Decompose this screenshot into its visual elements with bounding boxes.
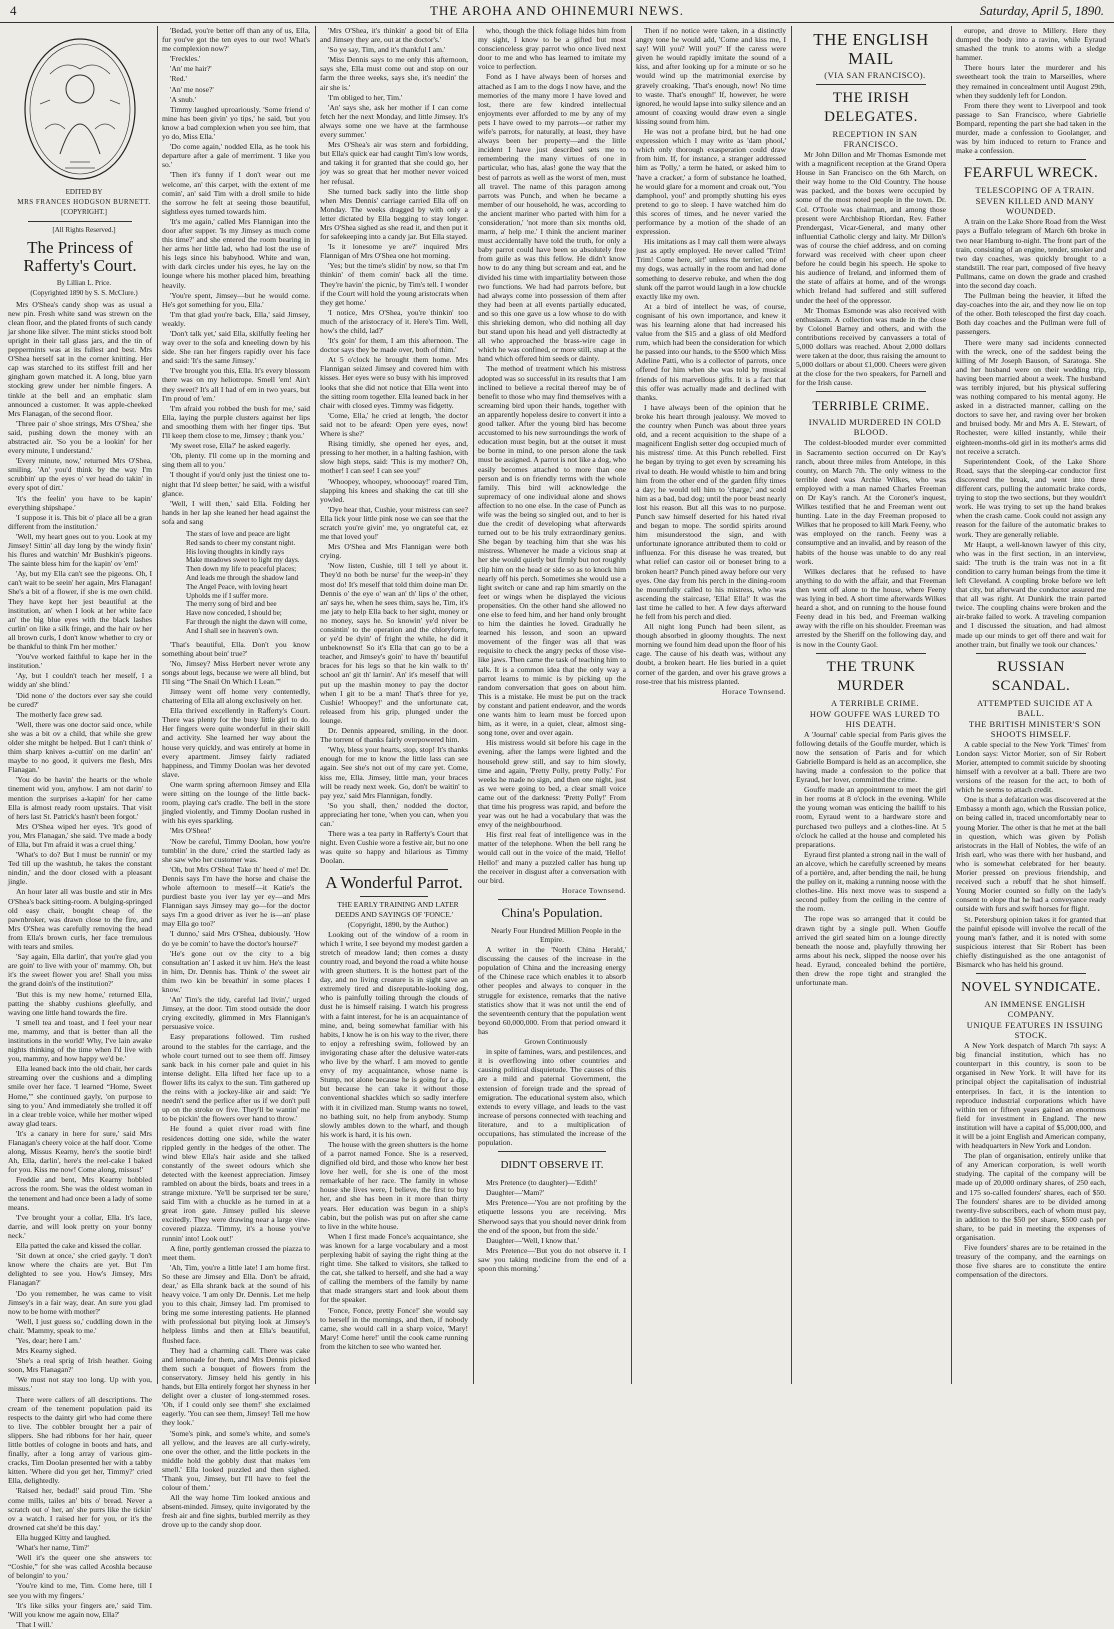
trunk-sub-2: HOW GOUFFE WAS LURED TO HIS DEATH. [809, 708, 941, 729]
divider [976, 653, 1086, 654]
irish-title: THE IRISH DELEGATES. [824, 90, 918, 125]
column-5 [636, 26, 786, 1384]
parrot-copyright: (Copyright, 1890, by the Author.) [347, 919, 449, 929]
paragraph: 'So you shall, then,' nodded the doctor, appreciating her tone, 'when you can, when you can.' [320, 800, 468, 828]
paragraph: 'Sit down at once,' she cried gayly. 'I don't know where the chairs are yet. But I'm delighted to see you. How's Jimsey, Mrs Flanagan?' [8, 1251, 152, 1288]
paragraph: There was a tea party in Rafferty's Court that night. Even Cushie wore a festive air, but no one was quite so happy and hilarious as Timmy Doolan. [320, 829, 468, 866]
poem-line: The Angel Peace, with loving heart [186, 582, 288, 591]
paragraph: 'So ye say, Tim, and it's thankful I am.' [328, 45, 446, 55]
paragraph: Mrs O'Shea's candy shop was as usual a new pin. Fresh white sand was strewn on the clean floor, and the plated fronts of such candy jar shone like silver. The mint sticks stood bolt upright in their tall glass jars, and the tin of peppermints was at its fullest and best. Mrs O'Shea herself sat in the corner knitting. Her cap was starched to its stiffest frill and her gingham gown matched it. A long, blue yarn stocking grew under her nimble fingers. A tinkle at the bell and an emphatic slam announced a customer. It was apple-cheeked Mrs Flanagan, of the second floor. [8, 299, 152, 418]
paragraph: Mr John Dillon and Mr Thomas Esmonde met with a magnificent reception at the Grand Opera House in San Francisco on the 6th March, on their way home to the Old Country. The house was packed, and the boxes were occupied by some of the most noted people in the town. Dr. Col. O'Toole was chairman, and among those present were Archbishop Riordan, Rev. Father Prendergast, Vicar-General, and many other influential Catholic clergy and laity. Mr Dillon's was of course the chief address, and on coming forward was received with cheer upon cheer before he could begin his speech. He spoke to his audience of Ireland, and informed them of the state of affairs at home, and of the wrongs which Ireland had suffered and still suffered under the heel of the oppressor. [796, 150, 946, 305]
story-title: The Princess of Rafferty's Court. [23, 238, 137, 276]
paragraph: 'Did none o' the doctors ever say she could be cured?' [8, 690, 152, 709]
paragraph: 'Why, bless your hearts, stop, stop! It's thanks enough for me to know the little lass can see again. See she's not out of my care yet. Come, kiss me, Ella. Jimsey, little man, your braces will be ready next week. Go, don't be waitin' to pay yez,' said Mrs Flannigan, fondly. [320, 745, 468, 800]
paragraph: Daughter—'Well, I know that.' [486, 1235, 580, 1245]
copyright-note: [COPYRIGHT.] [61, 208, 107, 217]
paragraph: One warm spring afternoon Jimsey and Ella were sitting on the lounge of the little back-room, playing cat's cradle. The bell in the store jingled violently, and Timmy Doolan rushed in with his eyes sparkling. [162, 779, 310, 826]
paragraph: 'Red.' [170, 74, 187, 84]
paragraph: in spite of famines, wars, and pestilences, and it is overflowing into other countries and causing political disquietude. The causes of this are a mild and paternal Government, the extension of foreign trade and the spread of emigration. The educational system also, which extends to every village, and leads to the vast increase of persons connected with teaching and literature, and to a multiplication of occupations, has stimulated the increase of the population. [478, 1047, 626, 1148]
paragraph: They had a charming call. There was cake and lemonade for them, and Mrs Dennis picked them such a bouquet of flowers from the conservatory. Jimsey held his gently in his hands, but Ella entirely forgot her shyness in her delight over a cluster of long-stemmed roses. 'Oh, if I could only see them!' she exclaimed eagerly. 'You can see them, Jimsey! Tell me how they look.' [162, 1345, 310, 1428]
paragraph: 'An' says she, ask her mother if I can come fetch her the next Monday, and little Jimsey. It's always some one we have at the farmhouse every summer.' [320, 102, 468, 140]
russian-sub: ATTEMPTED SUICIDE AT A BALL. [977, 697, 1093, 718]
divider [28, 221, 132, 222]
paragraph: 'Bedad, you're better off than any of us, Ella, fur you've got the ten eyes to our two! What's me complexion now?' [162, 26, 310, 54]
editor-name: MRS FRANCES HODGSON BURNETT. [17, 198, 151, 207]
paragraph: Mrs O'Shea and Mrs Flannigan were both crying. [320, 542, 468, 561]
paragraph: 'Then it's funny if I don't wear out me welcome, an' this carpet, with the extent of me comin', an' said Tim with a droll smile to hide the sorrow he felt at seeing those beautiful, sightless eyes turned towards him. [162, 170, 310, 216]
divider [976, 159, 1086, 160]
paragraph: He found a quiet river road with fine residences dotting one side, while the water rippled gently in the hedges of the other. The wind blew Ella's hair aside and she talked constantly of the sweet odours which she detected with the keenest appreciation. Jimsey rambled on about the birds, boats and trees in a strange mixture. 'Ye'll be surprised ter be sure,' said Tim with a chuckle as he turned in at a great iron gate. Jimsey pulled his sleeve excitedly. They were drawing near a large vine-covered piazza. 'Timmy, it's a house you've runnin' into! Look out!' [162, 1124, 310, 1243]
paragraph: He was not a profane bird, but he had one expression which I may write as 'dam phool,' which only thorough exasperation could draw from him. If, for instance, a stranger addressed him as 'Polly,' a term he hated, or asked him to 'have a cracker,' a form of substance he loathed, he would glare for a moment and croak out, 'You damphool, you!' and promptly shutting his eyes pretend to go to sleep. I have watched him do this scores of times, and he never varied the performance by a motion of the shade of an expression. [636, 127, 786, 237]
paragraph: Mrs Pretence—'But you do not observe it. I saw you taking medicine from the end of a spoon this morning.' [478, 1245, 626, 1273]
divider [340, 869, 448, 870]
paragraph: who, though the thick foliage hides him from my sight, I know to be a gifted but most conscienceless gray parrot who once lived next door to me and who has learned to imitate my voice to perfection. [478, 26, 626, 72]
paragraph: 'She's a real sprig of Irish heather. Going soon, Mrs Flanagan?' [8, 1356, 152, 1375]
paragraph: 'It's a canary in here for sure,' said Mrs Flanagan's cheery voice at the half door. 'Come along, Missus Kearny, here's the sootie bird! Ah, Ella, darlin', here's the reel-cake I baked for you. Kiss me now! Come along, missus!' [8, 1128, 152, 1175]
paragraph: One is that a defalcation was discovered at the Embassy a month ago, which the Russian police, on being called in, traced uncomfortably near to young Morier. The other is that he met at the ball in question, which was given by Polish aristocrats in the Hall of Nobles, the wife of an Irish earl, who was there with her husband, and who is somewhat celebrated for her beauty. Morier pressed on previous friendship, and received such a rebuff that he shot himself. Young Morier counted so fully on the lady's consent to elope that he had a conveyance ready outside with furs and swift horses for flight. [956, 795, 1106, 914]
paragraph: 'It's me again,' called Mrs Flannigan into the door after supper. 'Is my Jimsey as much come this time?' and she entered the room bearing in her arms her little lad, who had lost the use of his legs since his babyhood. White and wan, with dark circles under his eyes, he lay on the lounge where his mother placed him, breathing heavily. [162, 216, 310, 290]
paragraph: St. Petersburg opinion takes it for granted that the painful episode will involve the recall of the young man's father, and it is noted with some suspicious interest that Sir Robert has been chiefly distinguished as the one antagonist of Bismarck who has held his ground. [956, 914, 1106, 969]
column-rule [157, 26, 158, 1384]
paragraph: Dr. Dennis appeared, smiling, in the door. The torrent of thanks fairly overpowered him. [320, 726, 468, 745]
paragraph: I have always been of the opinion that he broke his heart through jealousy. We moved to the country when Punch was about three years old, and a recent acquisition to the shape of a magnificent English setter dog occupied much of his mistress' time. At this Punch rebelled. First he began by trying to get even by screaming his rival to death. He would whistle to him and bring him from the other end of the garden fifty times a day; he would tell him to 'charge,' and scold him as a bad, bad dog; until the poor beast nearly lost his reason. But all this was to no purpose. Punch saw himself deserted for his hated rival and began to mope. The sordid spirits around him misunderstood the sign, and with unfortunate ignorance attributed them to cold or influenza. For this disease he was treated, but what relief can castor oil or boneset bring to a broken heart? Punch pined away before our very eyes. One day from his perch in the dining-room he mournfully called to his mistress, who was ascending the staircase, 'Ella! Ella!' It was the last time he called to her. A few days afterward he fell from his perch and died. [636, 402, 786, 621]
fearful-sub: TELESCOPING OF A TRAIN. [975, 185, 1095, 196]
paragraph: 'Mrs O'Shea, it's thinkin' a good bit of Ella and Jimsey they are, out at the doctor's.' [320, 26, 468, 45]
paragraph: 'I thought if you'd only just the tiniest one to-night that I'd sleep better,' he said, with a wistful glance. [162, 470, 310, 498]
paragraph: At a bird of intellect he was, of course, cognisant of his own importance, and knew it was his learning alone that had increased his value from the $15 and a glass of old Medford rum, which had been the consideration for which he passed into our hands, to the $500 which Miss Adeline Patti, who is a collector of parrots, once offered for him when she was told by musical friends of his marvellous gifts. It is a fact that this offer was actually made and declined with thanks. [636, 301, 786, 402]
paragraph: 'A snub.' [170, 94, 196, 104]
poem-line: And I shall see in heaven's own. [186, 626, 279, 635]
paragraph: 'That I will.' [16, 1619, 53, 1629]
paragraph: 'Oh, but Mrs O'Shea! Take th' heed o' me! Dr. Dennis says I'm have the horse and chaise the whole afternoon to meself—it Katie's the purdiest baste you iver lay yer ey—and Mrs Flannigan says Jimsey may go—for the doctor says I'm a good driver as iver he is—an' plase may Ella go too?' [162, 864, 310, 929]
novel-sub-2: UNIQUE FEATURES IN ISSUING STOCK. [966, 1020, 1104, 1041]
column-1 [8, 26, 152, 1629]
poem-line: Upholds me if I suffer more. [186, 591, 269, 600]
trunk-title: THE TRUNK MURDER [826, 658, 916, 694]
paragraph: 'I notice, Mrs O'Shea, you're thinkin' too much of the aristocracy of it. Here's Tim. Well, how's the child, lad?' [320, 307, 468, 335]
paragraph: The coldest-blooded murder ever committed in Sacramento section occurred on Dr Kay's ranch, about three miles from Antelope, in this county, on March 7th. The only witness to the terrible deed was Archie Wilkes, who was employed with a man named Charles Freeman on Dr Kay's ranch. At the Coroner's inquest, Wilkes testified that he and Freeman went out hunting. Late in the day Freeman proposed to Wilkes that he proposed to kill Mark Feeny, who was employed on the ranch. Feeny was a consumptive and an invalid, and by reason of the habits of the house was unable to do any real work. [796, 438, 946, 566]
signature: Horace Townsend. [722, 686, 786, 696]
newspaper-title: THE AROHA AND OHINEMURI NEWS. [430, 3, 684, 18]
china-deck: Nearly Four Hundred Million People in the Empire. [491, 925, 621, 944]
divider [498, 1151, 606, 1152]
paragraph: 'Is it lonesome ye are?' inquired Mrs Flannigan of Mrs O'Shea one hot morning. [320, 242, 468, 261]
paragraph: 'It's the feelin' you have to be kapin' everything shipshape.' [8, 493, 152, 512]
paragraph: The plan of organisation, entirely unlike that of any American corporation, is well worth studying. The capital of the company will be made up of 20,000 ordinary shares, of 250 each, and 175 so-called founders' shares, each of $50. The founders' shares are to be divided among twenty-five subscribers, each of whom must pay, in addition to the $50 per share, $500 cash per share, to be paid in meeting the expenses of organisation. [956, 1151, 1106, 1243]
poem-line: The stars of love and peace are light [186, 529, 290, 538]
paragraph: A cable special to the New York 'Times' from London says: Victor Morier, son of Sir Robert Morier, attempted to commit suicide by shooting himself with a revolver at a ball. There are two versions of the reason for the act, to both of which he seems to attach credit. [956, 739, 1106, 795]
paragraph: 'My sweet rose, Ella?' he asked eagerly. [170, 441, 291, 451]
paragraph: His first real feat of intelligence was in the matter of the telephone. When the bell rang he would call out in the voice of the maid, 'Hello! Hello!' and many a puzzled caller has hung up the receiver in disgust after a conversation with our bird. [478, 830, 626, 885]
paragraph: 'Well, I will then,' said Ella. Folding her hands in her lap she leaned her head against the sofa and sang [162, 498, 310, 526]
paragraph: Fond as I have always been of horses and attached as I am to the dogs I now have, and the memories of the many more I have loved and lost, there are few kindred intellectual enjoyments ever afforded to me by any of my pets I have owed to my parrots—or rather my wife's parrots, for naturally, at least, they have always been her property—and the little incident I have just described sets me to remembering the many virtues of one in particular, who has, alas! gone the way that the best of parrots as well as the worst of men, must all travel. The name of this paragon among parrots was Punch, and when he became a member of our household, he was, according to the ancient mariner who parted with him for a 'consideration,' 'not more than six months old, marm, a' help me.' I think the ancient mariner must accidentally have told the truth, for only a baby parrot could have been so absolutely free from guile as was this fellow. He didn't know how to do any thing but scream and eat, and he divided his time with impartiality between those two functions. We had had parrots before, but had always come into possession of them after they had been at all events partially educated, and so this one gave us a low whose to do with this shrieking demon, who did nothing all day but stand upon his head and yell distractedly at all who approached the brass-wire cage in which he was confined, or more still, snap at the hand which offered him seeds or dainty. [478, 72, 626, 364]
column-rule [791, 26, 792, 1384]
paragraph: The method of treatment which his mistress adopted was so successful in its results that I am inclined to believe a recital thereof may be of benefit to those who may find themselves with a screaming bird upon their hands, together with an apparently hopeless desire to convert it into a good talker. After the young bird has become accustomed to his new surroundings the work of education must begin, but at the outset it must be borne in mind, to one person alone the task must be assigned. A parrot is not like a dog, who easily becomes attached to more than one person and is on friendly terms with the whole family. This bird will acknowledge the supremacy of one individual alone and shows affection to no one else. In the case of Punch as wife was the being so singled out, and to her is due the credit of developing what afterwards turned out to be his truly extraordinary genius. She began by teaching him that she was his mistress. Whenever he made a vicious snap at her she would quietly but firmly but not roughly clip him on the head or side so as to knock him nearly off his perch. Sometimes she would use a light switch or cane and rap him smartly on the feet or wings when he displayed the vicious propensities. On the other hand she allowed no one else to feed him, and her hand only brought to him the dainties he loved. Gradually he learned his lesson, and soon an upward movement of the finger was all that was requisite to check the angry pecks of those vise-like jaws. Then came the task of teaching him to talk. It is a common idea that the only way a parrot learns to mimic is by picking up the random conversation that goes on about him. This is a mistake. He must be put on the track by constant and patient endeavor, and the words one wants him to learn must be forced upon him, as it were, in a quiet, clear, almost sing-song tone, over and over again. [478, 364, 626, 738]
paragraph: 'Freckles.' [170, 54, 201, 64]
paragraph: Gouffe made an appointment to meet the girl in her rooms at 8 o'clock in the evening. While the young woman was enticing the bailiff to his room, Eyraud went to a hardware store and purchased two pulleys and a clothes-line. At 5 o'clock he called at the house and completed his preparations. [796, 785, 946, 849]
paragraph: All the way home Tim looked anxious and absent-minded. Jimsey, quite invigorated by the fresh air and fine sights, burbled merrily as they drove up to the candy shop door. [162, 1493, 310, 1530]
poem-line: Then down my life to peaceful places; [186, 565, 297, 574]
poem-line: Have now conceded, I should be; [186, 609, 282, 618]
paragraph: There hours later the murderer and his sweetheart took the train to Marseilles, where they remained in concealment until August 29th, when they suddenly left for London. [956, 63, 1106, 100]
fearful-sub-2: SEVEN KILLED AND MANY WOUNDED. [975, 196, 1095, 217]
russian-sub-2: THE BRITISH MINISTER'S SON SHOOTS HIMSELF. [968, 718, 1102, 739]
paragraph: Mr Haupt, a well-known lawyer of this city, who was in the first section, in an interview, said: 'The truth is the train was not in a fit condition to carry human beings from the time it left Cleveland. A coupling broke before we left that city, but afterward the conductor assured me that all was right. At Dunkirk the train parted twice. The coupling chains were broken and the air-brake failed to work. A traveling companion and I discussed the situation, and had almost made up our minds to get off there and wait for another train, but finally we took our chances.' [956, 539, 1106, 649]
paragraph: 'Well it's the queer one she answers to: “Coshie,” for she was called Acoshla because of belongin' to you.' [8, 1553, 152, 1581]
paragraph: From there they went to Liverpool and took passage to San Francisco, where Gabrielle Bompard, repenting the part she had taken in the murder, made a confession to Goolanger, and was by him induced to return to France and make a confession. [956, 100, 1106, 156]
paragraph: When I first made Fonce's acquaintance, she was known for a large vocabulary and a most perplexing habit of saying the right thing at the right time. She talked to visitors, she talked to the cat, she talked to herself, and she had a way of calling the members of the family by name that made strangers start and look about them for the speaker. [320, 1231, 468, 1305]
paragraph: 'Whoopey, whoopey, whooooay!' roared Tim, slapping his knees and shaking the cat till she yowled. [320, 476, 468, 504]
paragraph: The house with the green shutters is the home of a parrot named Fonce. She is a reserved, dignified old bird, and those who know her best love her well, for she is one of the most remarkable of her race. The family in whose house she lives were, I believe, the first to buy her, and she has been in it more than thirty years. Her education was begun in a ship's cabin, but the polish was put on after she came to live in the white house. [320, 1139, 468, 1231]
parrot-deck: THE EARLY TRAINING AND LATER DEEDS AND SAYINGS OF 'FONCE.' [334, 900, 459, 919]
paragraph: 'Yes; but the time's slidin' by now, so that I'm thinkin' of them comin' back all the time. They're havin' the picnic, by Tim's tell. I wonder if the Court will hold the young aristocrats when they get home.' [320, 261, 468, 307]
paragraph: Ella hugged Kitty and laughed. [16, 1532, 111, 1542]
paragraph: Eyraud first planted a strong nail in the wall of an alcove, which he carefully screened by means of a portière, and, after bending the nail, he hung the pulley on it, making a running noose with the clothes-line. His next move was to suspend a second pulley from the ceiling in the centre of the room. [796, 849, 946, 914]
paragraph: Freddie and bent, Mrs Kearny hobbled across the room. She was the oldest woman in the tenement and had once been a lady of some means. [8, 1175, 152, 1212]
paragraph: The rope was so arranged that it could be drawn tight by a single pull. When Gouffe arrived the girl seated him on a lounge directly beneath the noose and, playfully throwing her arms about his neck, slipped the noose over his head. Eyraud, concealed behind the portière, then drew the rope tight and strangled the unfortunate man. [796, 914, 946, 988]
paragraph: A 'Journal' cable special from Paris gives the following details of the Gouffe murder, which is now the sensation of Paris and for which Gabrielle Bompard is held as an accomplice, she having made a confession to the police that Eyraud, her lover, committed the crime. [796, 729, 946, 785]
divider [360, 896, 428, 897]
column-4 [478, 26, 626, 1384]
paragraph: 'What's to do? But I must be runnin' or my Ted till up the washtub, he takes the constant nindin,' and the door closed with a pleasant jingle. [8, 850, 152, 887]
poem-line: The merry song of bird and bee [186, 600, 277, 609]
paragraph: The Pullman being the heavier, it lifted the day-coaches into the air, and they now lie on top of the other. Both telescoped the first day coach. Both day coaches and the Pullman were full of passengers. [956, 291, 1106, 337]
paragraph: 'Raised her, bedad!' said proud Tim. 'She come mills, tailes an' bits o' bread. Never a scratch out o' her, an' she purrs like the tickin' ov a watch. I raised her for you, or it's the drowned cat she'd be this day.' [8, 1486, 152, 1532]
irish-sub: RECEPTION IN SAN FRANCISCO. [832, 129, 918, 149]
paragraph: 'That's beautiful, Ella. Don't you know something about bein' true?' [162, 639, 310, 658]
poem-line: Far through the night the dawn will come, [186, 617, 307, 626]
paragraph: Ella leaned back into the old chair, her cards streaming over the cushions and a dimpling smile over her face. 'I learned “Home, Sweet Home,”' she continued gayly, 'on purpose to sing to you.' And immediately she trolled it off in a clear treble voice, while her mother wiped away glad tears. [8, 1064, 152, 1128]
paragraph: 'Now listen, Cushie, till I tell ye about it. They'd no both be nurse' fur the weep-in' they most do! It's meself that told thim doine man Dr. Dennis o' the eye o' wan an' th' lips o' the other, an' says he, when he sees thim, says he, Tim, it's me jaty to help Ella back to her sight, money or no money, says he. So knowin' ye'd niver be consintin' to the operation and the chloryform, or ye'd be dyin' of fright the while, he did it unbeknownst! So it's Ella that can go to be a teacher, and Jimsey's goin' to have th' beautiful braces for his legs so that he kin walk to th' school an' git th' larnin'. An' it's meself that will put up the mashin money to pay the doctor when I git to be a man! That's three for ye, Cushie! Whoopey!' and the unfortunate cat, released from his grip, plunged under the lounge. [320, 561, 468, 725]
paragraph: 'But this is my new home,' returned Ella, patting the shabby cushions gleefully, and waving one little hand towards the fire. [8, 989, 152, 1017]
paragraph: 'Ay, but I couldn't teach her meself, I a widdy an' she blind.' [8, 671, 152, 690]
paragraph: 'Oh, plenty. I'll come up in the morning and sing them all to you.' [162, 451, 310, 470]
paragraph: At 5 o'clock he brought them home. Mrs Flannigan seized Jimsey and covered him with kisses. Her eyes were so busy with his improved looks that she did not notice that Ella went into the sitting room together. Ella leaned back in her chair with closed eyes. Timmy was fidgetty. [320, 355, 468, 410]
paragraph: 'I dunno,' said Mrs O'Shea, dubiously. 'How do ye be comin' to have the doctor's hourse?' [162, 929, 310, 948]
paragraph: 'Ah, Tim, you're a little late! I am home first. So these are Jimsey and Ella. Don't be afraid, dear,' as Ella shrank back at the sound of his heavy voice. 'I am only Dr. Dennis. Let me help you to this chair, Jimsey lad. I'm promised to bring me some interesting patients. He planned with professional but pitying look at Jimsey's helpless limbs and then at Ella's beautiful, flushed face. [162, 1262, 310, 1345]
issue-date: Saturday, April 5, 1890. [979, 3, 1104, 18]
paragraph: 'Three pair o' shoe strings, Mrs O'Shea,' she said, pushing down the money with an abstracted air. 'So you be a lookin' for her every minute, I understand.' [8, 418, 152, 456]
signature: Horace Townsend. [562, 885, 626, 895]
paragraph: 'It's goin' for them, I am this afternoon. The doctor says they be made over, both of thim.' [320, 336, 468, 355]
poem-line: Red sands to cheer my constant night. [186, 538, 296, 547]
paragraph: 'Now be careful, Timmy Doolan, how you're tumblin' in the dure,' cried the startled lady as she saw who her customer was. [162, 836, 310, 864]
paragraph: 'It's like silks your fingers are,' said Tim. 'Will you know me again now, Ella?' [8, 1600, 152, 1619]
masthead [0, 0, 1114, 23]
edited-by: EDITED BY [65, 188, 103, 196]
paragraph: 'He's gone out ov the city to a big consultation an' I asked it uv him. He's the least in him, Dr. Dennis has. Think o' the sweet air thim two kin be breathin' in some places I know.' [162, 948, 310, 994]
paragraph: 'Well, there was one doctor said once, while she was a bit ov a child, that while she grew older she mitght be helped. But I can't think o' thim sharp knives a-cuttin' on me darlin' an' maybe to no good, it quivers me flesh, Mrs Flanagan.' [8, 719, 152, 775]
column-rule [315, 26, 316, 1384]
paragraph: Mrs Pretence—'You are not profiting by the etiquette lessons you are receiving. Mrs Sherwood says that you should never drink from the end of the spoon, but from the side.' [478, 1198, 626, 1235]
paragraph: 'Do you remember, he was came to visit Jimsey's in a fair way, dear. An sure you glad now to be home with mother?' [8, 1288, 152, 1316]
paragraph: Mrs Pretence (to daughter)—'Edith!' [486, 1178, 597, 1188]
paragraph: Daughter—'Mam?' [486, 1188, 544, 1198]
paragraph: 'Come, Ella,' he cried at length, 'the doctor said not to be afeard: Open yere eyes, now! Where is she?' [320, 410, 468, 439]
paragraph: His mistress would sit before his cage in the evening, after the lamps were lighted and the household grew still, and say to him slowly, time and again, 'Pretty Polly, pretty Polly.' For weeks he made no sign, and then one night, just as we were going to bed, a clear small voice came out of the darkness: 'Pretty Polly!' From that time his progress was rapid, and before the year was out he had a vocabulary that was the envy of the neighbourhood. [478, 738, 626, 830]
column-7 [956, 26, 1106, 1384]
paragraph: 'Mrs O'Shea!' [170, 826, 212, 836]
paragraph: Mr Thomas Esmonde was also received with enthusiasm. A collection was made in the close by Colonel Barney and others, and with the contributions received by canvassers a total of 5,000 dollars was reached. About 2,000 dollars were taken at the door, thus raising the amount to 5,000 dollars or about £1,000. Cheers were given at the close for the two speakers, for Parnell and for the Irish cause. [796, 305, 946, 388]
paragraph: 'You're kind to me, Tim. Come here, till I see you with my fingers.' [8, 1581, 152, 1600]
column-rule [631, 26, 632, 1384]
divider [498, 899, 606, 900]
paragraph: 'Ay, but my Ella can't see the pigeons. Oh, I can't wait to be seein' her again, Mrs Flanagan! She's a bit of a flower, if she is me own child. They have kept her jest beautiful at the institution, an' when I look at her white face an' the big blue eyes with the black lashes curlin' on like a silk fringe, and the hair ov her all brown curls, I don't know whether to cry or be thankful to think I'm her mother.' [8, 569, 152, 652]
divider [816, 391, 926, 392]
column-rule [473, 26, 474, 1384]
paragraph: Superintendent Cook, of the Lake Shore Road, says that the sleeping-car conductor first discovered the break, and went into three different cars, pulling the automatic brake cords, trying to stop the two sections, but they wouldn't work. He was trying to set up the hand brakes when the crash came. Cook could not assign any reason for the failure of the automatic brakes to work. They are generally reliable. [956, 456, 1106, 539]
paragraph: Wilkes declares that he refused to have anything to do with the affair, and that Freeman then went off alone to the house, where Feeny was lying in bed. A short time afterwards Wilkes heard a shot, and on running to the house found Feeny dead in his bed, and Freeman walking away with the rifle on his shoulder. Freeman was arrested by the Sheriff on the following day, and is now in the County Gaol. [796, 566, 946, 649]
paragraph: There were many sad incidents connected with the wreck, one of the saddest being the killing of Mr Joseph Bauson, of Saratoga. She and her husband were on their wedding trip, having been married about a week. The husband was terribly injured, but his physical suffering was nothing compared to his mental agony. He asked in a distracted manner, calling on the doctors to save her, and raving over her broken and bruised body. Mr and Mrs A. E. Stewart, of Rochester, were killed instantly, while their eighteen-months-old girl in its mother's arms did not receive a scratch. [956, 337, 1106, 456]
paragraph: 'I've brought you this, Ella. It's every blossom there was on my heliotrope. Smell 'em! Ain't they sweet? It's all I had of em in two years, but I'm proud of 'em.' [162, 366, 310, 403]
paragraph: 'Miss Dennis says to me only this afternoon, says she, Ella must come out and stop on our farm the three weeks, says she, it's needin' the air she is.' [320, 55, 468, 92]
paragraph: 'I've brought your a collar, Ella. It's lace, darrie, and will look pretty on your bonny neck.' [8, 1212, 152, 1240]
paragraph: 'Some's pink, and some's white, and some's all yellow, and the leaves are all curly-wirely, one over the other, and the little pockets in the middle hold the gobbly dust that makes 'em smell.' Ella looked puzzled and then sighed. 'Thank you, Jimsey, but I'll have to feel the colour of them.' [162, 1428, 310, 1493]
novel-sub: AN IMMENSE ENGLISH COMPANY. [984, 999, 1086, 1020]
paragraph: A train on the Lake Shore Road from the West pays a Buffalo telegram of March 6th broke in two near Hamburg to-night. The front part of the train, consisting of an engine, tender, smoker and two day coaches, was quickly brought to a standstill. The rear part, composed of five heavy Pullmans, came on down the grade and crashed into the second day coach. [956, 217, 1106, 290]
paragraph: 'I'm afraid you robbed the bush for me,' said Ella, laying the purple clusters against her lips and smoothing them with her finger tips. 'But I'll keep them close to me, Jimsey ; thank you.' [162, 403, 310, 441]
paragraph: Ella patted the cake and kissed the collar. [16, 1241, 142, 1251]
paragraph: Rising timidly, she opened her eyes, and, pressing to her mother, in a halting fashion, with slow high steps, said: 'This is my mother? Oh, mother! I can see! I can see you!' [320, 439, 468, 476]
paragraph: 'I'm that glad you're back, Ella,' said Jimsey, weakly. [162, 309, 310, 328]
paragraph: 'Yes, dear; here I am.' [16, 1335, 82, 1345]
english-mail-title: THE ENGLISH MAIL [813, 30, 929, 68]
paragraph: A writer in the 'North China Herald,' discussing the causes of the increase in the population of China and the increasing energy of the Chinese race which enables it to absorb other peoples and always to conquer in the struggle for existence, remarks that the native statistics show that it was not until the end of the seventeenth century that the population went beyond 60,000,000. From that period onward it has [478, 945, 626, 1036]
paragraph: Ella thrived excellently in Rafferty's Court. There was plenty for the busy little girl to do. Her fingers were quite wonderful in their skill and activity. She learned her way about the house very quickly, and was entirely at home in every apartment. Jimsey fairly radiated happiness, and Timmy Doolan was her devoted slave. [162, 706, 310, 779]
paragraph: europe, and drove to Millery. Here they dumped the body into a ravine, while Eyraud smashed the trunk to atoms with a sledge hammer. [956, 26, 1106, 63]
paragraph: All night long Punch had been silent, as though absorbed in gloomy thoughts. The next morning we found him dead upon the floor of his cage. The cause of his death was, without any doubt, a broken heart. He lies buried in a quiet corner of the garden, and over his grave grows a rose-tree that his mistress planted. [636, 622, 786, 686]
paragraph: 'I suppose it is. This bit o' place all be a gran different from the institution.' [8, 512, 152, 531]
trunk-sub: A TERRIBLE CRIME. [831, 697, 919, 708]
paragraph: She turned back sadly into the little shop when Mrs Dennis' carriage carried Ella off on Monday. The weeks dragged by with only a letter dictated by Ella begging to stay longer. Mrs O'Shea sighed as she read it, and then put it for safekeeping into a candy jar. But Ella stayed. [320, 186, 468, 242]
subheading: Grown Continuously [524, 1037, 588, 1047]
russian-title: RUSSIAN SCANDAL. [991, 658, 1071, 694]
paragraph: Timmy laughed uproariously. 'Some friend o' mine has been givin' yo tips,' he said, 'but you know a bad complexion when you see him, that yo do, Miss Ella.' [162, 104, 310, 142]
poem-line: His loving thoughts in kindly rays [186, 547, 285, 556]
china-title: China's Population. [501, 904, 603, 920]
editor-vignette [10, 34, 150, 184]
story-author: By Lillian L. Price. [56, 279, 112, 288]
paragraph: 'Well, I just guess so,' cuddling down in the chair. 'Mammy, speak to me.' [8, 1316, 152, 1335]
terrible-title: TERRIBLE CRIME. [812, 398, 930, 414]
column-3 [320, 26, 468, 1384]
paragraph: The motherly face grew sad. [16, 709, 103, 719]
paragraph: His imitations as I may call them were always just as aptly employed. He never called 'Trim! Trim! Come here, sir!' unless the terrier, one of my dogs, was actually in the room and had done something to deserve rebuke, and when the dog slunk off the parrot would laugh in a low chuckle exactly like my own. [636, 237, 786, 301]
divider [976, 973, 1086, 974]
column-2 [162, 26, 310, 1530]
paragraph: 'You've worked faithful to kape her in the institution.' [8, 652, 152, 671]
paragraph: 'No, Jimsey? Miss Herbert never wrote any songs about legs, because we were all blind, but I'll sing “The Snail On Which I Lean.”' [162, 658, 310, 686]
paragraph: An hour later all was bustle and stir in Mrs O'Shea's back sitting-room. A bulging-springed old easy chair, bought cheap of the pawnbroker, was drawn close to the fire, and Mrs O'Shea was carefully removing the head from Ella's brown curls, her face tremulous with tears and smiles. [8, 887, 152, 952]
editor-vignette-icon [20, 34, 140, 184]
paragraph: 'You do be havin' the hearts or the whole tinement wid you, anyhow. I am not darin' to mention the surprises a-kapin' for her came Ella is almost ready room upstairs. That visit of hers last St. Patrick's hasn't been forgot.' [8, 775, 152, 821]
paragraph: 'I smell tea and toast, and I feel your near me, mammy, and that is better than all the institutions in the world! Why, I've lain awake nights thinking of the time when I'd live with you, mammy, and how happy we'd be.' [8, 1017, 152, 1064]
divider [816, 653, 926, 654]
paragraph: 'Say again, Ella darlin', that you're glad you are goin' to live with your ol' mammy. Oh, but it's the sweet flower you are! Shall you miss the grand doin's of the institution?' [8, 952, 152, 989]
poem [186, 530, 310, 636]
paragraph: 'We must not stay too long. Up with you, missus.' [8, 1375, 152, 1394]
column-rule [951, 26, 952, 1384]
paragraph: Looking out of the window of a room in which I write, I see beyond my modest garden a stretch of meadow land; then comes a dusty country road, and beyond the road a white house with green shutters. It is the hottest part of the day, and no living creature is in sight save an extremely tired and disreputable-looking dog, who is painfully toiling through the clouds of dust he is himself raising. I watch his progress with a faint interest, for he is an acquaintance of mine, and, being somewhat familiar with his habits, I know he is on his way to the river, there to enjoy a refreshing swim, followed by an invigorating chase after the delusive water-rats who live by the wharf. I am moved to gentle envy of my acquaintance, whose name is Stump, not alone because he is going for a dip, but because he can take it without those conventional shackles which so sadly interfere with it in civilized man. Stump wants no towel, no bathing suit, no help from anybody. Stump slowly ambles down to the wharf, and though his work is hard, it is his own. [320, 929, 468, 1139]
paragraph: Easy preparations followed. Tim rushed around to the stables for the carriage, and the whole court turned out to see them off. Jimsey sank back in his corner pale and quiet in his intense delight. Ella lifted her face up to a flower lifts its calyx to the sun. Tim gathered up the reins with a jockey-like air and said: 'Ye needn't send the perlice after us if we don't pull up on the stroke ov five. They'll be wantin' me to be pickin' the flowers over hand to throw.' [162, 1032, 310, 1124]
rights-note: [All Rights Reserved.] [52, 226, 116, 235]
story-body [8, 300, 152, 1629]
novel-title: NOVEL SYNDICATE. [961, 980, 1101, 996]
fearful-title: FEARFUL WRECK. [963, 165, 1099, 182]
paragraph: 'An' me nose?' [170, 84, 214, 94]
paragraph: 'Well, my heart goes out to you. Look at my Jimsey! Sittin' all day long by the windy fixin' his flures and watchin' Mr Bushkin's pigeons. The sainte bless him for the kapin' ov 'em!' [8, 531, 152, 569]
terrible-sub: INVALID MURDERED IN COLD BLOOD. [808, 417, 942, 438]
paragraph: 'An' me hair?' [170, 64, 212, 74]
didnt-title: DIDN'T OBSERVE IT. [500, 1159, 604, 1172]
poem-line: Make meadows sweet to light my days. [186, 556, 300, 565]
paragraph: Mrs Kearny sighed. [16, 1346, 77, 1356]
paragraph: A fine, portly gentleman crossed the piazza to meet them. [162, 1243, 310, 1262]
story-copyright: (Copyrighted 1890 by S. S. McClure.) [30, 289, 138, 298]
paragraph: 'Every minute, now,' returned Mrs O'Shea, smiling. 'An' you'd think by the way I'm scrubbin' up the eyes o' ver head do takin' in every spot of dirt.' [8, 456, 152, 493]
paragraph: 'What's her name, Tim?' [16, 1543, 89, 1553]
divider [816, 84, 926, 85]
paragraph: 'Fonce, Fonce, pretty Fonce!' she would say to herself in the mornings, and then, if nobody came, she would call in a sharp voice, 'Mary! Mary! Come here!' until the cook came running from the kitchen to see who wanted her. [320, 1305, 468, 1351]
paragraph: Mrs O'Shea wiped her eyes. 'It's good of you, Mrs Flanagan,' she said. 'I've made a body of Ella, but I'm afraid it was a cruel thing.' [8, 821, 152, 849]
column-6 [796, 26, 946, 1384]
paragraph: 'You're spent, Jimsey—but he would come. He's got something for you, Ella.' [162, 290, 310, 309]
paragraph: 'An' Tim's the tidy, careful lad livin',' urged Jimsey, at the door. Tim stood outside the door crying excitedly, glimmed in Mrs Flannigan's persuasive voice. [162, 995, 310, 1032]
paragraph: Five founders' shares are to be retained in the treasury of the company, and the earnings on those five shares are to constitute the entire compensation of the directors. [956, 1243, 1106, 1280]
parrot-title: A Wonderful Parrot. [325, 873, 463, 893]
paragraph: 'I'm obliged to her, Tim.' [328, 92, 403, 102]
paragraph: 'Don't talk yet,' said Ella, skilfully feeling her way over to the sofa and kneeling down by his side. She ran her fingers rapidly over his face and said: 'It's the same Jimsey.' [162, 329, 310, 366]
paragraph: Mrs O'Shea's air was stern and forbidding, but Ella's quick ear had caught Tim's low words, and taking it for granted that she could go, her joy was so great that her mother never voiced her refusal. [320, 140, 468, 186]
paragraph: There were callers of all descriptions. The cream of the tenement population paid its respects to the dainty girl who had come there to live. The cobbler brought her a pair of slippers. She had ribbons for her hair, queer little bottles of cologne in boots and hats, and finally, after a long array of various gim-cracks, Tim Doolan presented her with a tabby kitten. 'Where did you get her, Timmy?' cried Ella, delightedly. [8, 1394, 152, 1486]
paragraph: Then if no notice were taken, in a distinctly angry tone he would add, 'Come and kiss me, I say! Will you? Will you?' If the caress were given he would rapidly imitate the sound of a kiss, and after looking up for a minute or so he would wind up the matrimonial exercise by gravely croaking, 'That's enough, now! No time to waste. That's enough!' If, however, he were ignored, he would lapse into sulky silence and an amount of coaxing would draw even a single kissing sound from him. [636, 26, 786, 126]
page-number: 4 [10, 3, 17, 18]
paragraph: 'Do come again,' nodded Ella, as he took his departure after a gale of merriment. 'I like you so.' [162, 142, 310, 170]
paragraph: Jimsey went off home very contentedly, chattering of Ella all along exclusively on her. [162, 687, 310, 706]
english-mail-sub: (VIA SAN FRANCISCO). [824, 70, 926, 80]
paragraph: 'Dye hear that, Cushie, your mistress can see? Ella lick your little pink nose we can see that the scratch you're givin' me, yo ongrateful cat, ez me that loved you!' [320, 504, 468, 542]
poem-line: And leads me through the shadow land [186, 573, 299, 582]
paragraph: A New York despatch of March 7th says: A big financial institution, which has no counterpart in this country, is soon to be organised in New York. It will have for its principal object the capitalisation of industrial enterprises. In fact, it is the intention to reproduce industrial corporations which have within ten or fifteen years gained an enormous field for investment in England. The new institution will have a capital of $5,000,000, and it will be a joint English and American company, with headquarters in New York and London. [956, 1041, 1106, 1151]
